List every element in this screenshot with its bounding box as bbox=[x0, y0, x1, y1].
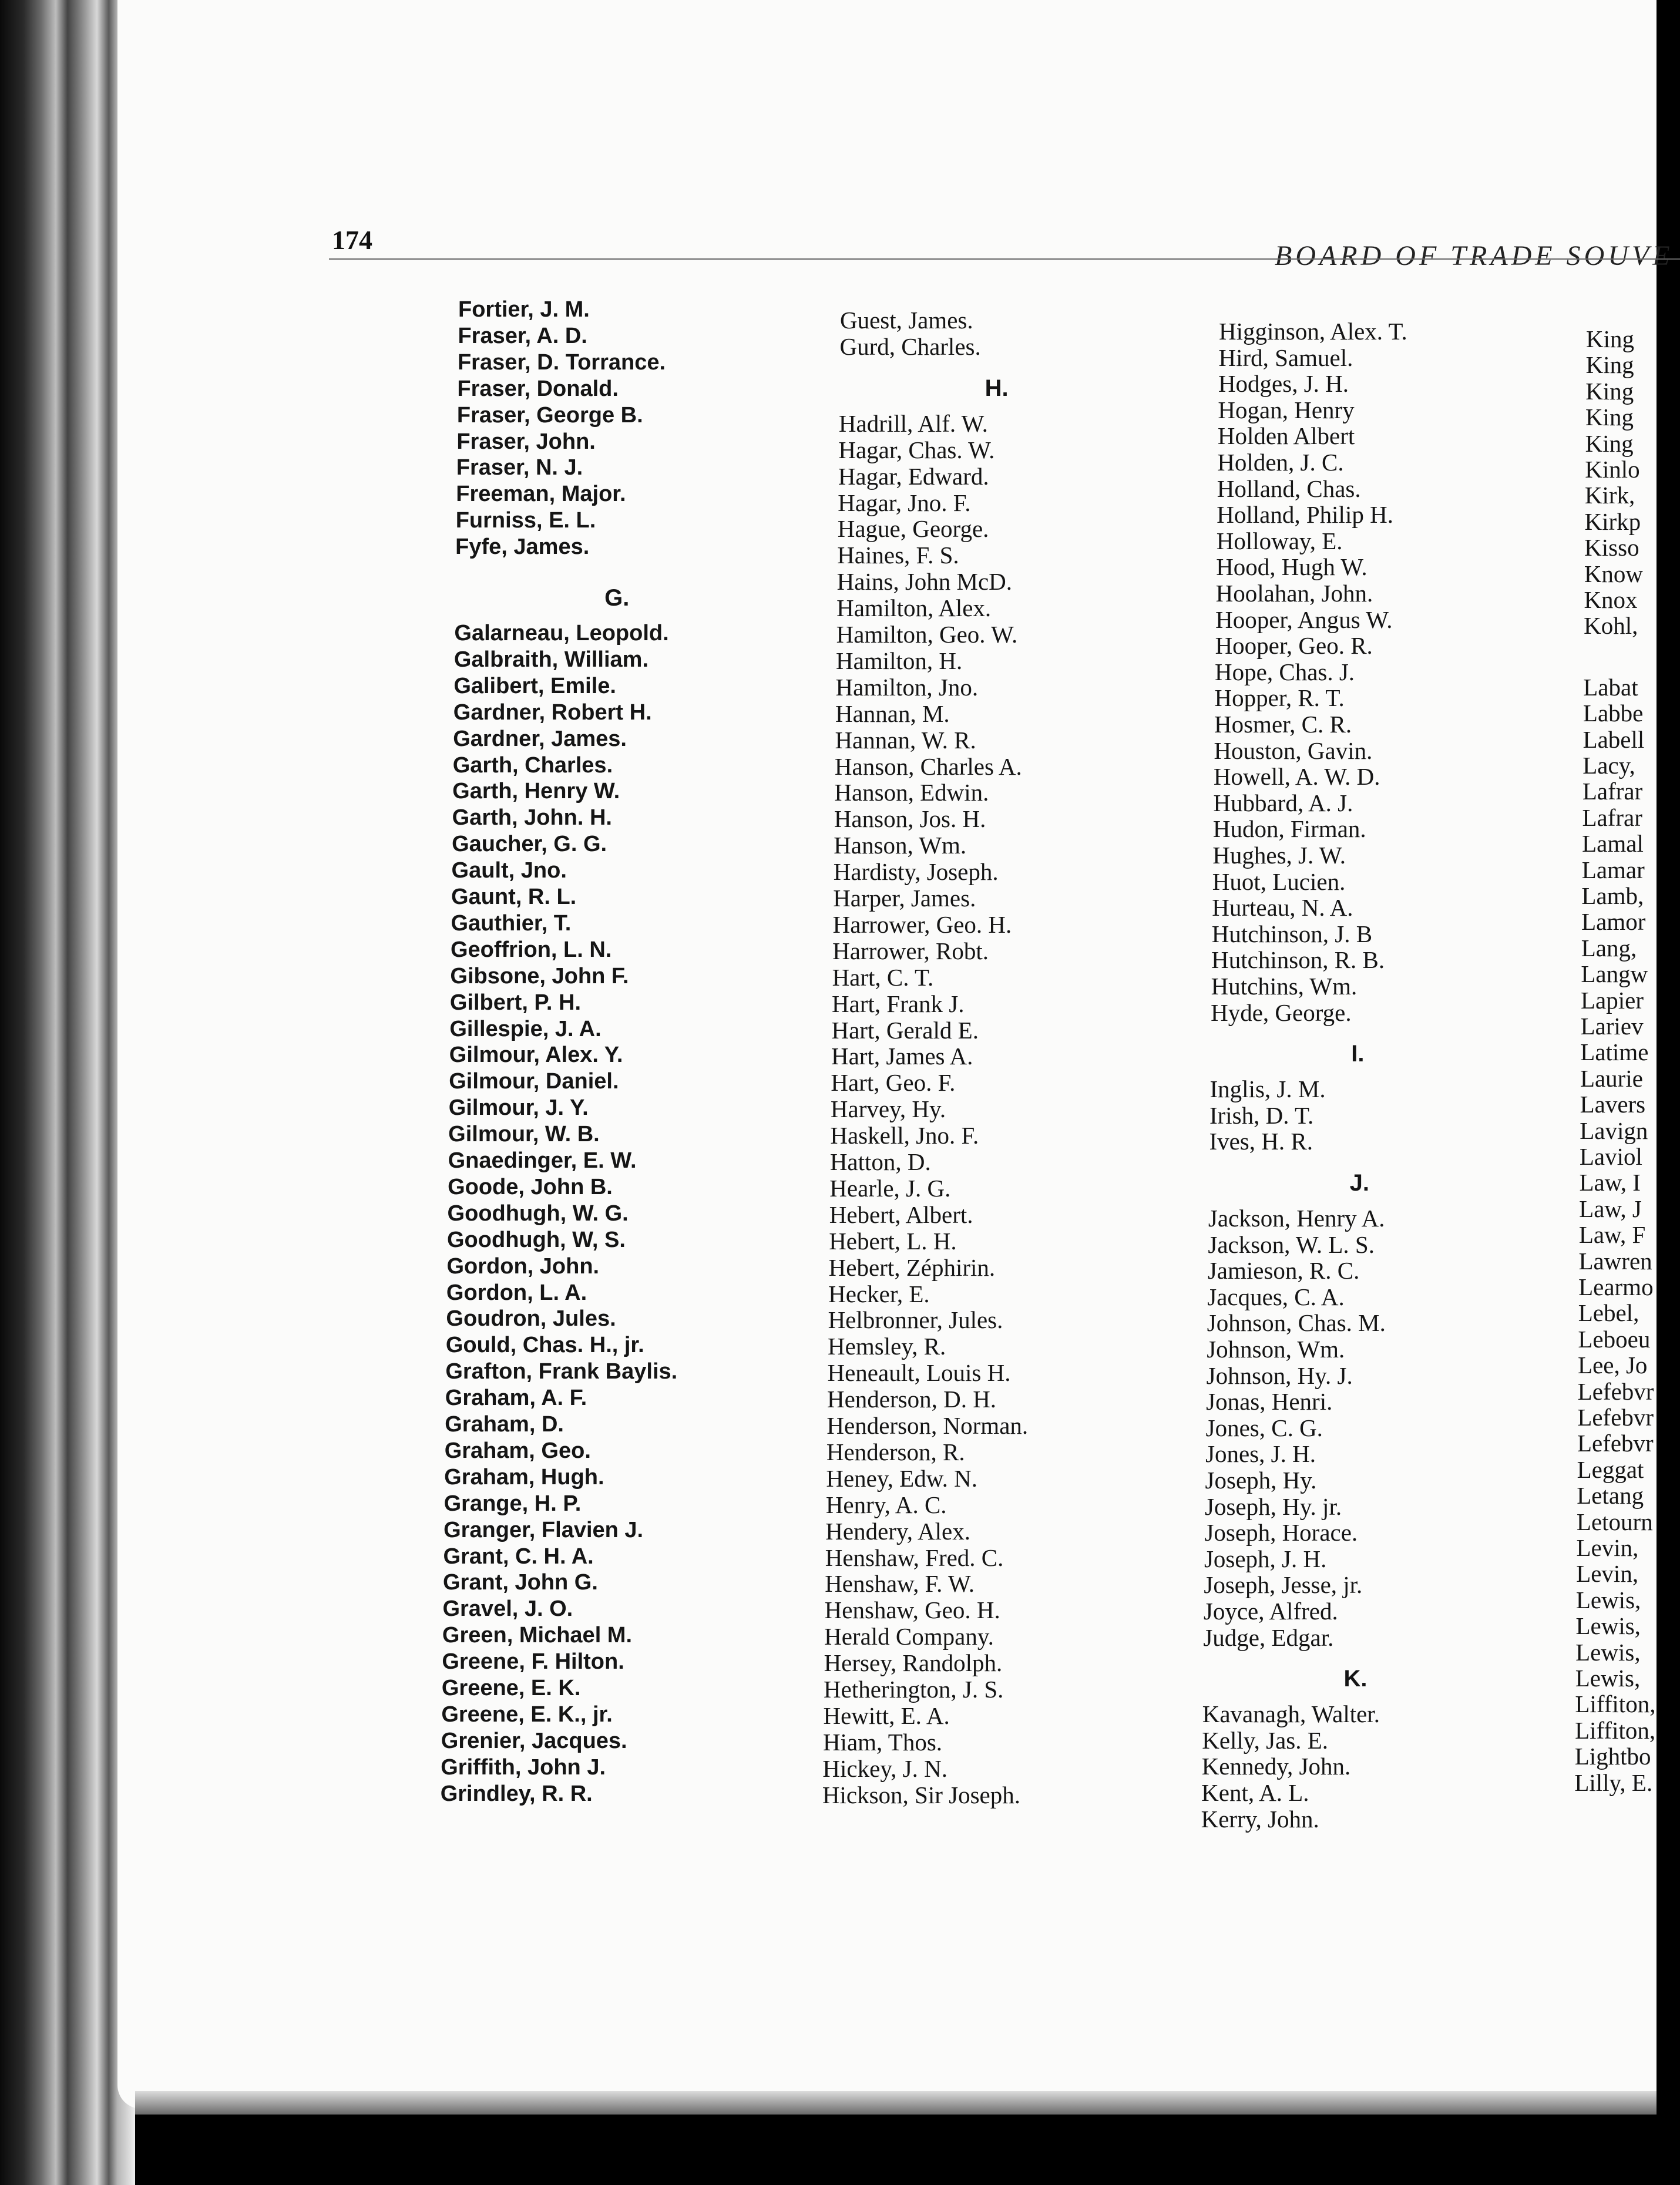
directory-entry: Law, J bbox=[1579, 1195, 1642, 1222]
directory-entry: Grafton, Frank Baylis. bbox=[445, 1359, 678, 1384]
directory-entry: Gilbert, P. H. bbox=[449, 990, 581, 1015]
directory-entry: Jackson, Henry A. bbox=[1208, 1205, 1385, 1232]
directory-entry: Levin, bbox=[1576, 1534, 1639, 1561]
directory-entry: Hughes, J. W. bbox=[1212, 842, 1346, 869]
directory-entry: Lewis, bbox=[1575, 1665, 1641, 1692]
directory-entry: Hiam, Thos. bbox=[822, 1728, 943, 1756]
directory-entry: Hope, Chas. J. bbox=[1215, 658, 1355, 685]
directory-entry: Hutchinson, J. B bbox=[1211, 920, 1373, 947]
directory-entry: Graham, D. bbox=[445, 1412, 564, 1437]
directory-entry: Hickson, Sir Joseph. bbox=[822, 1781, 1020, 1808]
directory-entry: Jonas, Henri. bbox=[1206, 1388, 1333, 1416]
directory-entry: Leggat bbox=[1577, 1455, 1644, 1483]
directory-entry: Hooper, Angus W. bbox=[1215, 606, 1393, 633]
directory-entry: Kinlo bbox=[1585, 456, 1640, 483]
directory-entry: Labell bbox=[1582, 725, 1645, 753]
directory-entry: Lewis, bbox=[1575, 1586, 1641, 1613]
directory-entry: Johnson, Wm. bbox=[1207, 1336, 1345, 1363]
directory-entry: Hutchinson, R. B. bbox=[1211, 946, 1385, 974]
directory-entry: Houston, Gavin. bbox=[1214, 737, 1373, 764]
directory-entry: Lafrar bbox=[1582, 804, 1642, 831]
directory-entry: Henshaw, Fred. C. bbox=[825, 1544, 1004, 1571]
directory-entry: Grange, H. P. bbox=[443, 1491, 582, 1516]
directory-entry: Latime bbox=[1580, 1038, 1649, 1066]
directory-entry: Hagar, Edward. bbox=[838, 462, 989, 490]
directory-entry: Hewitt, E. A. bbox=[823, 1702, 950, 1729]
directory-entry: Liffiton, bbox=[1575, 1690, 1656, 1718]
directory-entry: Hannan, M. bbox=[835, 700, 950, 727]
directory-entry: Hanson, Wm. bbox=[834, 832, 967, 859]
directory-entry: Holden Albert bbox=[1217, 422, 1355, 450]
directory-entry: Law, I bbox=[1579, 1169, 1641, 1196]
directory-entry: Galbraith, William. bbox=[453, 647, 649, 672]
directory-entry: Hyde, George. bbox=[1211, 999, 1352, 1026]
directory-entry: King bbox=[1585, 429, 1634, 457]
directory-entry: Henderson, D. H. bbox=[826, 1386, 997, 1413]
directory-entry: Knox bbox=[1584, 586, 1638, 613]
directory-entry: Gauthier, T. bbox=[451, 910, 572, 936]
directory-entry: Langw bbox=[1581, 960, 1648, 988]
directory-entry: Hoolahan, John. bbox=[1215, 580, 1373, 607]
directory-entry: Galarneau, Leopold. bbox=[454, 621, 669, 646]
directory-entry: Lamar bbox=[1581, 856, 1645, 883]
directory-entry: Kirkp bbox=[1584, 507, 1641, 535]
directory-entry: Hemsley, R. bbox=[828, 1333, 946, 1360]
directory-entry: Hagar, Jno. F. bbox=[838, 489, 971, 516]
directory-entry: Fortier, J. M. bbox=[458, 297, 590, 322]
directory-entry: Greene, F. Hilton. bbox=[442, 1649, 624, 1675]
directory-entry: Hart, C. T. bbox=[832, 963, 934, 991]
directory-entry: Gould, Chas. H., jr. bbox=[445, 1333, 644, 1358]
directory-entry: Graham, Geo. bbox=[444, 1438, 591, 1463]
directory-entry: Green, Michael M. bbox=[442, 1623, 633, 1648]
directory-entry: King bbox=[1586, 325, 1634, 352]
directory-entry: Hebert, Zéphirin. bbox=[828, 1253, 996, 1281]
directory-entry: Gilmour, Daniel. bbox=[449, 1069, 619, 1094]
directory-entry: King bbox=[1585, 377, 1634, 405]
page-number: 174 bbox=[332, 225, 372, 255]
directory-entry: Hetherington, J. S. bbox=[824, 1676, 1004, 1703]
directory-entry: Joyce, Alfred. bbox=[1203, 1598, 1338, 1625]
directory-entry: Hanson, Edwin. bbox=[834, 779, 989, 806]
directory-entry: Greene, E. K. bbox=[441, 1676, 581, 1700]
directory-entry: Kelly, Jas. E. bbox=[1202, 1726, 1329, 1754]
directory-entry: Hodges, J. H. bbox=[1218, 370, 1349, 398]
directory-entry: Gaucher, G. G. bbox=[452, 832, 607, 857]
directory-entry: Lapier bbox=[1581, 986, 1644, 1014]
directory-entry: Lavign bbox=[1580, 1117, 1648, 1144]
directory-entry: Lamb, bbox=[1581, 882, 1644, 909]
directory-entry: Holland, Philip H. bbox=[1217, 501, 1393, 529]
directory-entry: Gordon, John. bbox=[446, 1253, 600, 1279]
directory-entry: Irish, D. T. bbox=[1209, 1101, 1314, 1129]
directory-entry: Goudron, Jules. bbox=[446, 1306, 616, 1332]
directory-entry: Henshaw, Geo. H. bbox=[824, 1596, 1000, 1624]
directory-entry: Laurie bbox=[1580, 1064, 1643, 1092]
directory-entry: Galibert, Emile. bbox=[453, 673, 616, 698]
directory-entry: Huot, Lucien. bbox=[1212, 868, 1346, 895]
directory-entry: Hanson, Charles A. bbox=[834, 752, 1022, 780]
directory-entry: Hamilton, Alex. bbox=[836, 594, 992, 622]
directory-entry: Higginson, Alex. T. bbox=[1219, 318, 1407, 345]
directory-entry: Fraser, George B. bbox=[456, 402, 643, 428]
directory-entry: Lang, bbox=[1581, 934, 1637, 962]
directory-entry: Harper, James. bbox=[833, 885, 976, 912]
directory-entry: Kisso bbox=[1584, 534, 1639, 562]
directory-entry: Lewis, bbox=[1575, 1612, 1641, 1640]
directory-entry: Herald Company. bbox=[824, 1623, 994, 1650]
directory-entry: Henderson, Norman. bbox=[826, 1412, 1029, 1439]
directory-column-4 bbox=[1574, 325, 1657, 2029]
directory-entry: Furniss, E. L. bbox=[455, 508, 596, 533]
directory-entry: Judge, Edgar. bbox=[1203, 1623, 1334, 1651]
directory-entry: Jacques, C. A. bbox=[1207, 1283, 1345, 1310]
directory-entry: Leboeu bbox=[1578, 1325, 1651, 1353]
directory-entry: Lefebvr bbox=[1577, 1430, 1654, 1457]
directory-entry: Learmo bbox=[1578, 1273, 1654, 1300]
directory-entry: Henderson, R. bbox=[826, 1438, 965, 1465]
directory-entry: Fyfe, James. bbox=[455, 535, 590, 560]
directory-entry: Joseph, Hy. bbox=[1205, 1467, 1317, 1494]
directory-entry: Hart, Frank J. bbox=[832, 990, 965, 1017]
directory-entry: Jamieson, R. C. bbox=[1207, 1257, 1360, 1285]
directory-entry: Kavanagh, Walter. bbox=[1202, 1700, 1380, 1728]
directory-entry: Fraser, Donald. bbox=[457, 376, 619, 401]
directory-entry: Hood, Hugh W. bbox=[1216, 553, 1367, 581]
running-head: BOARD OF TRADE SOUVE bbox=[1275, 240, 1674, 271]
directory-entry: Jones, J. H. bbox=[1205, 1440, 1316, 1468]
directory-entry: Hubbard, A. J. bbox=[1213, 789, 1353, 816]
directory-entry: Grenier, Jacques. bbox=[441, 1728, 627, 1753]
directory-entry: Henshaw, F. W. bbox=[825, 1570, 975, 1598]
directory-entry: Lawren bbox=[1578, 1247, 1652, 1275]
section-letter: H. bbox=[985, 375, 1009, 401]
directory-entry: Granger, Flavien J. bbox=[443, 1517, 644, 1542]
directory-entry: Graham, Hugh. bbox=[444, 1464, 604, 1490]
directory-entry: Joseph, Hy. jr. bbox=[1205, 1492, 1342, 1520]
directory-entry: Hadrill, Alf. W. bbox=[838, 409, 988, 437]
directory-entry: Johnson, Chas. M. bbox=[1207, 1309, 1386, 1337]
directory-entry: Guest, James. bbox=[840, 307, 973, 334]
section-letter: G. bbox=[604, 585, 630, 611]
directory-entry: Laviol bbox=[1579, 1143, 1642, 1170]
directory-entry: Hamilton, Geo. W. bbox=[836, 621, 1018, 648]
directory-entry: Garth, John. H. bbox=[452, 805, 612, 831]
directory-entry: Lacy, bbox=[1582, 752, 1635, 779]
directory-entry: Griffith, John J. bbox=[441, 1754, 606, 1780]
directory-entry: Hague, George. bbox=[837, 515, 989, 543]
section-letter: I. bbox=[1351, 1041, 1365, 1067]
directory-entry: Gardner, James. bbox=[453, 726, 627, 751]
directory-entry: Lee, Jo bbox=[1578, 1352, 1648, 1379]
directory-entry: Fraser, N. J. bbox=[456, 455, 583, 480]
directory-entry: Johnson, Hy. J. bbox=[1206, 1362, 1353, 1389]
directory-entry: Gurd, Charles. bbox=[839, 332, 981, 360]
directory-entry: Lariev bbox=[1580, 1013, 1644, 1040]
directory-entry: Hosmer, C. R. bbox=[1214, 711, 1352, 738]
directory-entry: Goodhugh, W, S. bbox=[447, 1227, 626, 1252]
directory-entry: Heneault, Louis H. bbox=[827, 1359, 1011, 1387]
directory-entry: Hersey, Randolph. bbox=[824, 1649, 1003, 1677]
directory-entry: Gordon, L. A. bbox=[446, 1280, 587, 1305]
directory-entry: Freeman, Major. bbox=[456, 482, 626, 507]
directory-entry: Harrower, Robt. bbox=[832, 937, 989, 964]
directory-entry: Grant, John G. bbox=[443, 1570, 598, 1595]
directory-entry: Gravel, J. O. bbox=[442, 1596, 573, 1622]
directory-entry: Graham, A. F. bbox=[445, 1386, 587, 1411]
directory-entry: Howell, A. W. D. bbox=[1213, 763, 1380, 791]
directory-entry: Gilmour, W. B. bbox=[448, 1122, 600, 1147]
directory-entry: Fraser, John. bbox=[456, 429, 596, 454]
directory-entry: Hanson, Jos. H. bbox=[834, 805, 986, 833]
directory-entry: Harvey, Hy. bbox=[830, 1095, 946, 1123]
directory-entry: King bbox=[1585, 404, 1634, 431]
directory-entry: Hebert, Albert. bbox=[829, 1201, 973, 1228]
directory-entry: Holloway, E. bbox=[1216, 527, 1343, 554]
directory-entry: Holden, J. C. bbox=[1217, 449, 1344, 476]
directory-entry: Inglis, J. M. bbox=[1209, 1075, 1326, 1103]
directory-entry: Fraser, A. D. bbox=[458, 323, 587, 348]
directory-entry: Lebel, bbox=[1578, 1299, 1639, 1327]
directory-entry: Harrower, Geo. H. bbox=[832, 910, 1012, 938]
directory-entry: Law, F bbox=[1578, 1221, 1646, 1249]
directory-entry: Kohl, bbox=[1584, 612, 1638, 640]
directory-entry: Fraser, D. Torrance. bbox=[457, 349, 666, 375]
directory-entry: Jones, C. G. bbox=[1205, 1414, 1323, 1441]
directory-entry: Hickey, J. N. bbox=[822, 1754, 947, 1782]
directory-entry: Hamilton, H. bbox=[836, 647, 963, 674]
directory-entry: Hagar, Chas. W. bbox=[838, 436, 995, 463]
directory-entry: Letourn bbox=[1576, 1508, 1653, 1535]
directory-entry: Ives, H. R. bbox=[1209, 1128, 1313, 1155]
directory-entry: Know bbox=[1584, 560, 1644, 587]
page-edge-shadow bbox=[135, 2091, 1657, 2115]
directory-entry: Hamilton, Jno. bbox=[835, 673, 979, 701]
section-letter: K. bbox=[1343, 1666, 1367, 1692]
directory-entry: Grant, C. H. A. bbox=[443, 1544, 594, 1569]
book-spine bbox=[0, 0, 135, 2185]
header-rule bbox=[329, 258, 1680, 260]
directory-entry: Lavers bbox=[1580, 1091, 1646, 1118]
directory-entry: Kerry, John. bbox=[1201, 1805, 1319, 1833]
directory-entry: Hatton, D. bbox=[829, 1148, 931, 1175]
directory-entry: Kent, A. L. bbox=[1201, 1779, 1309, 1806]
directory-entry: Hearle, J. G. bbox=[829, 1174, 951, 1202]
directory-entry: Joseph, Horace. bbox=[1204, 1519, 1358, 1547]
directory-entry: Lamor bbox=[1581, 908, 1646, 936]
directory-entry: Haskell, Jno. F. bbox=[830, 1122, 979, 1149]
directory-entry: Jackson, W. L. S. bbox=[1208, 1231, 1375, 1258]
directory-entry: Hopper, R. T. bbox=[1214, 684, 1345, 712]
directory-entry: Hecker, E. bbox=[828, 1280, 930, 1307]
directory-entry: Hannan, W. R. bbox=[835, 726, 976, 754]
directory-entry: Garth, Charles. bbox=[452, 752, 613, 778]
directory-entry: Gaunt, R. L. bbox=[451, 885, 577, 909]
directory-entry: Hains, John McD. bbox=[836, 568, 1013, 596]
directory-entry: Hart, James A. bbox=[831, 1043, 973, 1070]
directory-entry: Hudon, Firman. bbox=[1212, 815, 1366, 843]
directory-entry: Gibsone, John F. bbox=[450, 963, 629, 989]
directory-entry: Gilmour, J. Y. bbox=[448, 1095, 589, 1121]
directory-entry: Geoffrion, L. N. bbox=[450, 937, 612, 962]
section-letter: J. bbox=[1349, 1170, 1369, 1196]
directory-entry: Lewis, bbox=[1575, 1638, 1641, 1666]
directory-entry: Labbe bbox=[1582, 700, 1644, 727]
directory-entry: Hart, Gerald E. bbox=[831, 1016, 979, 1044]
directory-entry: Hooper, Geo. R. bbox=[1215, 632, 1373, 660]
directory-entry: King bbox=[1585, 351, 1634, 379]
directory-entry: Gilmour, Alex. Y. bbox=[449, 1043, 623, 1068]
directory-entry: Greene, E. K., jr. bbox=[441, 1702, 613, 1727]
directory-entry: Grindley, R. R. bbox=[440, 1781, 593, 1806]
directory-entry: Hurteau, N. A. bbox=[1212, 894, 1353, 922]
directory-entry: Kennedy, John. bbox=[1201, 1753, 1351, 1780]
directory-entry: Hendery, Alex. bbox=[825, 1517, 970, 1545]
directory-entry: Lefebvr bbox=[1577, 1404, 1654, 1431]
directory-entry: Helbronner, Jules. bbox=[828, 1306, 1003, 1334]
directory-entry: Gillespie, J. A. bbox=[449, 1016, 602, 1041]
directory-entry: Henry, A. C. bbox=[825, 1491, 947, 1518]
directory-entry: Hutchins, Wm. bbox=[1211, 973, 1358, 1000]
directory-entry: Holland, Chas. bbox=[1217, 475, 1361, 502]
directory-entry: Letang bbox=[1577, 1482, 1644, 1510]
directory-entry: Haines, F. S. bbox=[837, 542, 959, 569]
directory-entry: Gardner, Robert H. bbox=[453, 700, 652, 725]
directory-entry: Lamal bbox=[1582, 830, 1644, 858]
directory-entry: Goodhugh, W. G. bbox=[447, 1201, 629, 1226]
directory-entry: Levin, bbox=[1576, 1560, 1639, 1588]
directory-entry: Garth, Henry W. bbox=[452, 779, 620, 804]
directory-entry: Gnaedinger, E. W. bbox=[448, 1148, 637, 1173]
directory-entry: Kirk, bbox=[1584, 482, 1635, 509]
directory-entry: Lafrar bbox=[1582, 778, 1643, 805]
directory-entry: Liffiton, bbox=[1575, 1716, 1656, 1744]
directory-entry: Joseph, Jesse, jr. bbox=[1204, 1571, 1363, 1599]
directory-entry: Labat bbox=[1583, 673, 1638, 701]
directory-entry: Goode, John B. bbox=[448, 1174, 613, 1199]
directory-entry: Lilly, E. bbox=[1574, 1769, 1653, 1796]
directory-entry: Lightbo bbox=[1574, 1743, 1651, 1770]
directory-entry: Hardisty, Joseph. bbox=[833, 858, 999, 886]
directory-entry: Hart, Geo. F. bbox=[831, 1069, 956, 1097]
directory-entry: Hogan, Henry bbox=[1218, 396, 1355, 423]
directory-entry: Gault, Jno. bbox=[451, 858, 567, 883]
directory-entry: Hebert, L. H. bbox=[829, 1227, 957, 1255]
directory-entry: Hird, Samuel. bbox=[1218, 344, 1353, 371]
directory-entry: Heney, Edw. N. bbox=[826, 1464, 978, 1492]
directory-entry: Lefebvr bbox=[1577, 1377, 1654, 1405]
directory-entry: Joseph, J. H. bbox=[1204, 1545, 1327, 1572]
